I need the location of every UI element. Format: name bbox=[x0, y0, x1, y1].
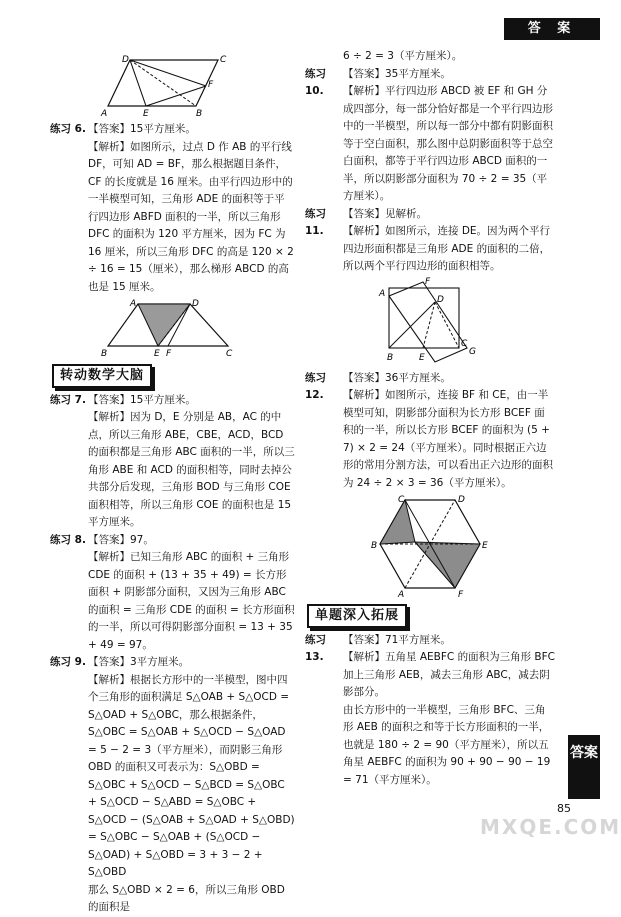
figure-parallelogram bbox=[98, 54, 248, 119]
fig4-label-a: A bbox=[398, 590, 405, 600]
analysis-text: 【解析】如图所示，连接 BF 和 CE，由一半模型可知，阴影部分面积为长方形 BCEF 面积的一半，所以长方形 BCEF 的面积为 (5 + 7) × 2 = 24（平方厘米）。同时根据正六边形的常用分割方法，可以看出正六边形的面积为 24 ÷ 2 × 3 = 36（平方厘米）。 bbox=[343, 389, 553, 489]
figure-trapezoid bbox=[98, 298, 248, 358]
exercise-6 bbox=[50, 121, 295, 296]
exercise-11 bbox=[305, 206, 555, 276]
analysis-tail: 那么 S△OBD × 2 = 6，所以三角形 OBD 的面积是 bbox=[88, 883, 285, 913]
fig4-label-b: B bbox=[371, 541, 378, 551]
answer-tab: 答 案 bbox=[504, 18, 600, 40]
fig2-label-a: A bbox=[129, 299, 136, 309]
fig4-label-f: F bbox=[458, 590, 464, 600]
page-number: 85 bbox=[557, 802, 571, 815]
fig3-label-d: D bbox=[437, 294, 444, 305]
exercise-7 bbox=[50, 392, 295, 532]
fig3-label-c: C bbox=[461, 338, 468, 349]
figure-two-parallelograms bbox=[375, 278, 485, 368]
fig4-label-c: C bbox=[398, 495, 405, 505]
answer-text: 【答案】15平方厘米。 bbox=[88, 393, 196, 406]
analysis-text: 【解析】因为 D，E 分别是 AB，AC 的中点，所以三角形 ABE，CBE，ACD，BCD 的面积都是三角形 ABC 面积的一半，所以三角形 ABE 和 ACD 的面积相等，同时去掉公共部分后发现，三角形 BOD 与三角形 COE 面积相等，所以三角形 COE 的面积也是 15 平方厘米。 bbox=[88, 411, 295, 528]
fig2-label-f: F bbox=[165, 349, 171, 359]
exercise-8 bbox=[50, 532, 295, 655]
exercise-label: 练习 9. bbox=[50, 656, 86, 668]
section-heading-rotate: 转动数学大脑 bbox=[52, 364, 152, 388]
fig2-label-b: B bbox=[100, 349, 107, 359]
watermark-logo: MXQE.COM bbox=[480, 815, 621, 839]
exercise-12 bbox=[305, 370, 555, 493]
analysis-text-2: 由长方形中的一半模型，三角形 BFC、三角形 AEB 的面积之和等于长方形面积的一半，也就是 180 ÷ 2 = 90（平方厘米），所以五角星 AEBFC 的面积为 90 + 90 − 90 − 19 = 71（平方厘米）。 bbox=[343, 703, 551, 786]
answer-text: 【答案】35平方厘米。 bbox=[343, 67, 451, 80]
fig3-label-f: F bbox=[425, 276, 431, 287]
fig3-label-b: B bbox=[387, 352, 394, 363]
fig1-label-b: B bbox=[195, 109, 202, 119]
exercise-9 bbox=[50, 654, 295, 917]
answer-text: 【答案】36平方厘米。 bbox=[343, 371, 451, 384]
analysis-text: 【解析】如图所示，连接 DE。因为两个平行四边形面积都是三角形 ADE 的面积的二倍，所以两个平行四边形的面积相等。 bbox=[343, 225, 551, 272]
fig4-label-e: E bbox=[482, 541, 488, 551]
exercise-label: 练习 7. bbox=[50, 393, 86, 406]
section-heading-deep: 单题深入拓展 bbox=[307, 604, 407, 628]
answer-text: 【答案】97。 bbox=[88, 533, 154, 546]
fig3-label-e: E bbox=[419, 352, 425, 363]
fig3-label-g: G bbox=[469, 346, 476, 357]
fig2-label-e: E bbox=[153, 349, 160, 359]
analysis-text: 【解析】已知三角形 ABC 的面积 + 三角形 CDE 的面积 + (13 + 35 + 49) = 长方形面积 + 阴影部分面积，又因为三角形 ABC 的面积 = 三角形 CDE 的面积 = 长方形面积的一半，所以可得阴影部分面积 = 13 + 35 + 49 = 97。 bbox=[88, 551, 295, 651]
answer-text: 【答案】3平方厘米。 bbox=[88, 656, 190, 668]
analysis-text: 【解析】根据长方形中的一半模型，图中四个三角形的面积满足 S△OAB + S△OCD = S△OAD + S△OBC，那么根据条件，S△OBC = S△OAB + S△OCD − S△OAD = 5 − 2 = 3（平方厘米），而阴影三角形 OBD 的面积又可表示为：S△OBD = S△OBC + S△OCD − S△BCD = S△OBC + S△OCD − S△ABD = S△OBC + S△OCD − (S△OAB + S△OAD + S△OBD) = S△OBC − S△OAB + (S△OCD − S△OAD) + S△OBD = 3 + 3 − 2 + S△OBD bbox=[88, 673, 295, 878]
answer-side-tab: 答案 bbox=[568, 735, 600, 799]
exercise-label: 练习 11. bbox=[305, 207, 326, 237]
fig1-label-f: F bbox=[207, 80, 213, 90]
exercise-13 bbox=[305, 632, 555, 790]
answer-text: 【答案】见解析。 bbox=[343, 207, 427, 220]
exercise-10 bbox=[305, 66, 555, 206]
analysis-text: 【解析】如图所示，过点 D 作 AB 的平行线 DF，可知 AD = BF，那么根据题目条件，CF 的长度就是 16 厘米。由平行四边形中的一半模型可知，三角形 ADE 的面积等于平行四边形 ABFD 面积的一半，所以三角形 DFC 的面积为 120 平方厘米，因为 FC 为 16 厘米，所以三角形 DFC 的高是 120 × 2 ÷ 16 = 15（厘米），那么梯形 ABCD 的高也是 15 厘米。 bbox=[88, 140, 294, 293]
fig4-label-d: D bbox=[458, 495, 465, 505]
right-column bbox=[305, 48, 555, 789]
fig2-label-c: C bbox=[225, 349, 232, 359]
exercise-label: 练习 13. bbox=[305, 633, 326, 663]
analysis-text: 【解析】平行四边形 ABCD 被 EF 和 GH 分成四部分，每一部分恰好都是一个平行四边形中的一半模型，所以每一部分中都有阴影面积等于空白面积，那么图中总阴影面积等于总空白面积，都等于平行四边形 ABCD 面积的一半，所以阴影部分面积为 70 ÷ 2 = 35（平方厘米）。 bbox=[343, 85, 553, 202]
exercise-label: 练习 12. bbox=[305, 371, 326, 401]
fig3-label-a: A bbox=[379, 288, 386, 299]
answer-text: 【答案】71平方厘米。 bbox=[343, 633, 451, 646]
fig1-label-a: A bbox=[100, 109, 107, 119]
fig2-label-d: D bbox=[191, 299, 199, 309]
fig1-label-c: C bbox=[219, 55, 226, 65]
left-column bbox=[50, 52, 295, 917]
figure-hexagon bbox=[370, 494, 490, 598]
continued-text: 6 ÷ 2 = 3（平方厘米）。 bbox=[343, 50, 463, 62]
analysis-text: 【解析】五角星 AEBFC 的面积为三角形 BFC 加上三角形 AEB，减去三角形 ABC，减去阴影部分。 bbox=[343, 651, 555, 698]
exercise-label: 练习 8. bbox=[50, 533, 86, 546]
fig1-label-e: E bbox=[142, 109, 149, 119]
exercise-label: 练习 6. bbox=[50, 123, 86, 135]
answer-text: 【答案】15平方厘米。 bbox=[88, 123, 196, 135]
fig1-label-d: D bbox=[121, 55, 129, 65]
exercise-label: 练习 10. bbox=[305, 67, 326, 97]
